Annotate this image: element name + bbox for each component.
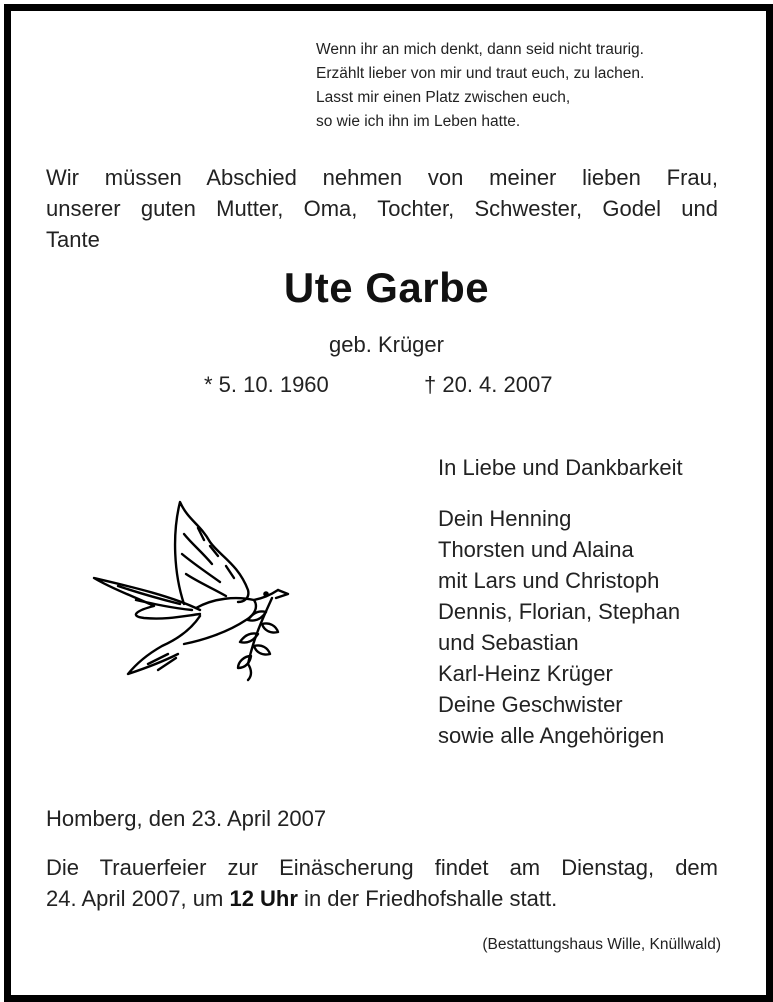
deceased-name: Ute Garbe (283, 264, 490, 311)
birth-name: geb. Krüger (329, 332, 444, 357)
poem-line: Erzählt lieber von mir und traut euch, zu lachen. (316, 65, 645, 82)
mourner: und Sebastian (438, 630, 579, 655)
ceremony-text: in der Friedhofshalle statt. (297, 886, 558, 911)
mourner: Dein Henning (438, 506, 572, 531)
undertaker-credit: (Bestattungshaus Wille, Knüllwald) (482, 936, 721, 953)
birth-date: * 5. 10. 1960 (204, 372, 329, 397)
place-and-date: Homberg, den 23. April 2007 (46, 806, 327, 831)
dove-with-olive-branch-icon (88, 494, 298, 684)
mourner: Thorsten und Alaina (438, 537, 634, 562)
mourner: Karl-Heinz Krüger (438, 661, 613, 686)
mourner: sowie alle Angehörigen (438, 723, 665, 748)
ceremony-text: 24. April 2007, um (46, 886, 230, 911)
mourner: mit Lars und Christoph (438, 568, 660, 593)
ceremony-time: 12 Uhr (229, 886, 298, 911)
poem-line: so wie ich ihn im Leben hatte. (316, 113, 521, 130)
poem-line: Lasst mir einen Platz zwischen euch, (316, 89, 571, 106)
ceremony-line: Die Trauerfeier zur Einäscherung findet am Dienstag, dem (46, 855, 718, 880)
death-date: † 20. 4. 2007 (424, 372, 553, 397)
signoff: In Liebe und Dankbarkeit (438, 455, 683, 480)
intro-text (46, 162, 718, 255)
intro-line: Wir müssen Abschied nehmen von meiner lieben Frau, (46, 165, 718, 190)
intro-line: unserer guten Mutter, Oma, Tochter, Schwester, Godel und (46, 196, 718, 221)
poem (316, 38, 736, 134)
ceremony-line (46, 883, 718, 914)
mourner: Dennis, Florian, Stephan (438, 599, 681, 624)
poem-line: Wenn ihr an mich denkt, dann seid nicht traurig. (316, 41, 644, 58)
mourner: Deine Geschwister (438, 692, 623, 717)
mourners-list (438, 503, 680, 751)
ceremony-notice (46, 852, 718, 914)
intro-line: Tante (46, 227, 100, 252)
